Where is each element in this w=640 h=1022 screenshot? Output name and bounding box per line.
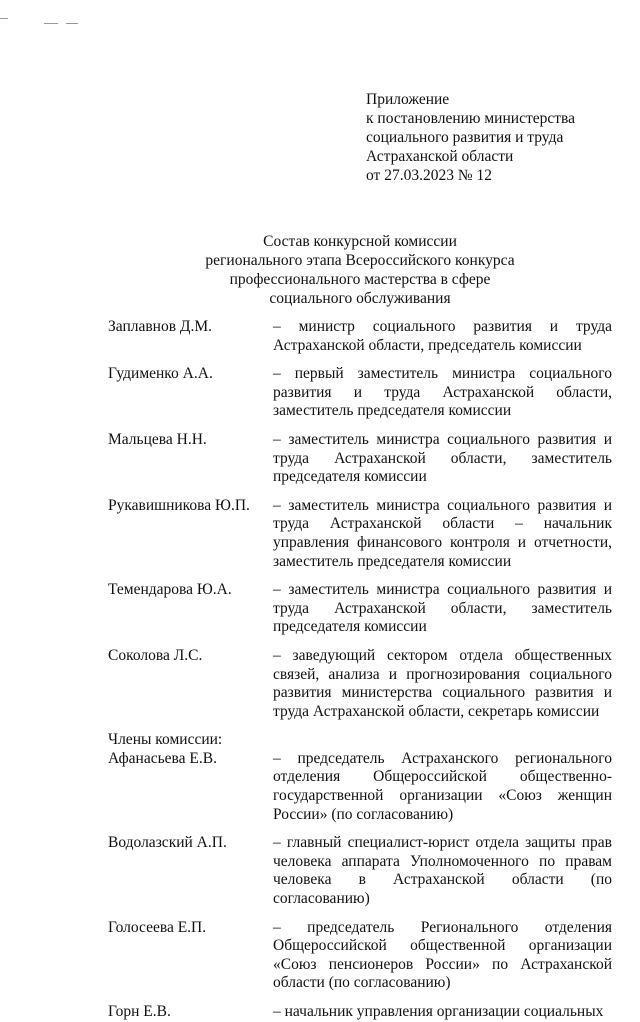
member-name: Рукавишникова Ю.П.	[108, 496, 250, 514]
appendix-line: Астраханской области	[366, 148, 514, 165]
title-line: социального обслуживания	[269, 290, 451, 307]
member-row	[108, 834, 612, 908]
scan-artifact	[0, 18, 8, 19]
appendix-block	[366, 90, 636, 185]
member-name: Соколова Л.С.	[108, 646, 203, 664]
member-row	[108, 318, 612, 355]
commission-list	[108, 318, 612, 1022]
title-line: профессионального мастерства в сфере	[229, 271, 491, 288]
member-name: Мальцева Н.Н.	[108, 430, 207, 448]
member-name: Гудименко А.А.	[108, 365, 213, 383]
member-name: Голосеева Е.П.	[108, 918, 207, 936]
member-role: – заместитель министра социального развития и труда Астраханской области, заместитель председателя комиссии	[273, 581, 612, 636]
member-role: – заместитель министра социального развития и труда Астраханской области – начальник управления финансового контроля и отчетности, заместитель председателя комиссии	[273, 496, 612, 570]
title-line: регионального этапа Всероссийского конкурса	[205, 252, 515, 269]
member-role: – председатель Регионального отделения Общероссийской общественной организации «Союз пенсионеров России» по Астраханской области (по согласованию)	[273, 918, 612, 992]
member-role: – председатель Астраханского регионального отделения Общероссийской общественно-государственной организации «Союз женщин России» (по согласованию)	[273, 749, 612, 823]
title-line: Состав конкурсной комиссии	[263, 233, 457, 250]
member-row	[108, 1003, 612, 1022]
member-name: Темендарова Ю.А.	[108, 581, 232, 599]
member-name: Водолазский А.П.	[108, 834, 227, 852]
member-row	[108, 431, 612, 487]
member-role: – заведующий сектором отдела общественных связей, анализа и прогнозирования социального развития министерства социального развития и труда Астраханской области, секретарь комиссии	[273, 646, 612, 720]
member-role: – начальник управления организации социальных	[273, 1003, 604, 1020]
appendix-line: к постановлению министерства	[366, 110, 576, 127]
member-row	[108, 365, 612, 421]
member-row	[108, 497, 612, 571]
member-role: – министр социального развития и труда Астраханской области, председатель комиссии	[273, 318, 612, 354]
member-role: – главный специалист-юрист отдела защиты прав человека аппарата Уполномоченного по правам человека в Астраханской области (по согласованию)	[273, 834, 612, 908]
scan-artifact	[66, 23, 78, 24]
member-role: – заместитель министра социального развития и труда Астраханской области, заместитель председателя комиссии	[273, 430, 612, 486]
member-name: Афанасьева Е.В.	[108, 749, 217, 767]
member-name: Горн Е.В.	[108, 1003, 171, 1020]
commission-members-label: Члены комиссии:	[108, 731, 223, 749]
appendix-line: социального развития и труда	[366, 129, 564, 146]
appendix-line: Приложение	[366, 91, 450, 108]
scan-artifact	[44, 23, 58, 24]
appendix-line: от 27.03.2023 № 12	[366, 167, 492, 184]
member-role: – первый заместитель министра социального развития и труда Астраханской области, заместитель председателя комиссии	[273, 365, 612, 420]
member-row	[108, 581, 612, 637]
member-row	[108, 647, 612, 721]
document-title	[150, 232, 570, 308]
member-row	[108, 919, 612, 993]
member-row	[108, 750, 612, 824]
member-name: Заплавнов Д.М.	[108, 318, 213, 335]
